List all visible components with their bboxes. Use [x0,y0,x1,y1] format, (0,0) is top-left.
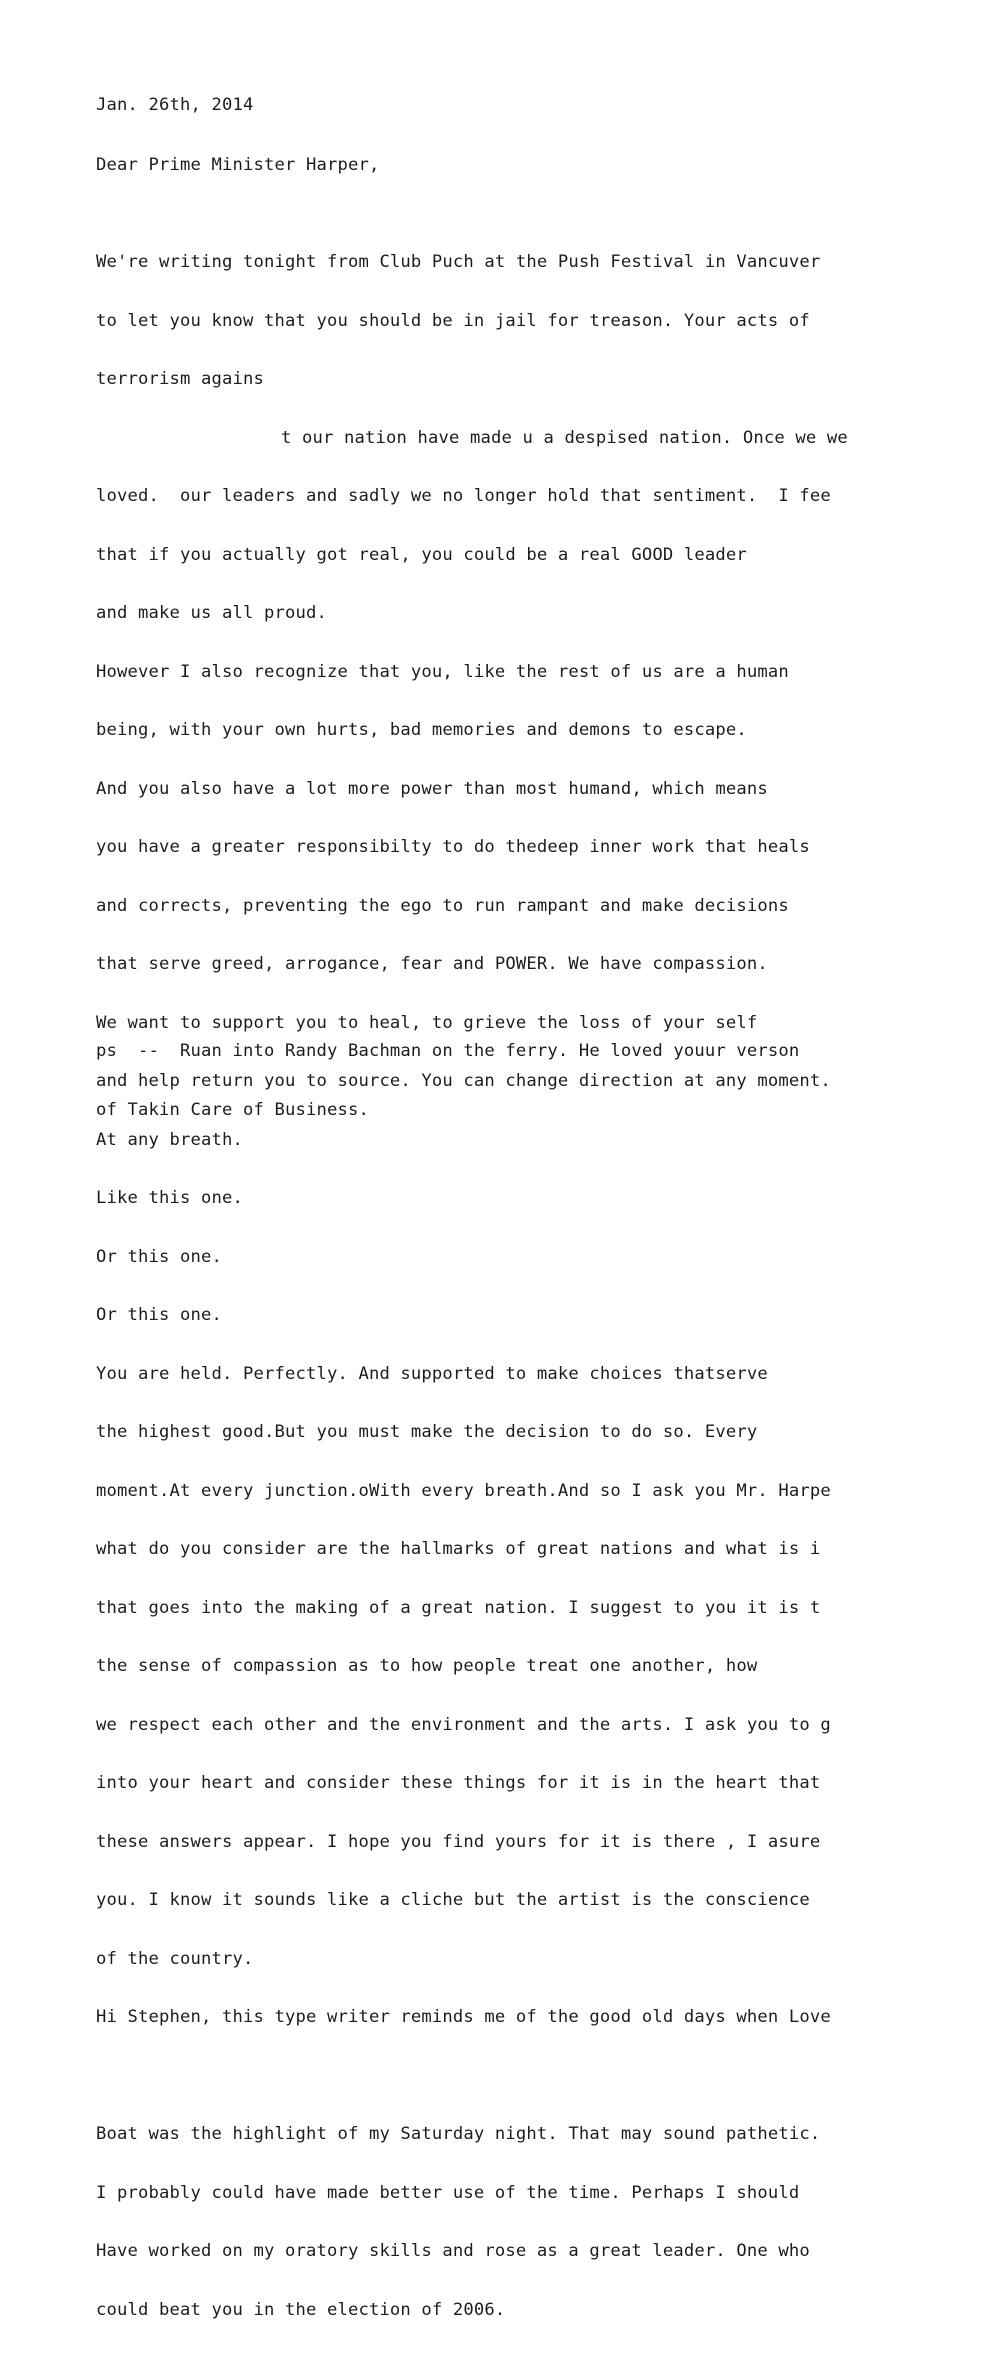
body-line: I probably could have made better use of the time. Perhaps I should [96,2182,800,2203]
body-line: Or this one. [96,1305,222,1325]
body-line: loved. our leaders and sadly we no longer hold that sentiment. I fee [96,486,831,506]
body-line: the sense of compassion as to how people treat one another, how [96,1656,758,1676]
body-line: to let you know that you should be in jail for treason. Your acts of [96,310,810,331]
body-line: what do you consider are the hallmarks of great nations and what is i [96,1539,821,1559]
body-line: and help return you to source. You can change direction at any moment. [96,1071,831,1091]
body-line: that serve greed, arrogance, fear and POWER. We have compassion. [96,954,768,974]
body-line: you. I know it sounds like a cliche but the artist is the conscience [96,1890,810,1910]
body-line: moment.At every junction.oWith every breath.And so I ask you Mr. Harpe [96,1480,831,1501]
body-line: Or this one. [96,1246,222,1267]
body-line-blank [96,2067,848,2087]
body-line: that if you actually got real, you could be a real GOOD leader [96,544,747,565]
body-line: into your heart and consider these things for it is in the heart that [96,1773,821,1793]
body-line: You are held. Perfectly. And supported to make choices thatserve [96,1363,768,1384]
body-line: and make us all proud. [96,603,327,623]
body-line: of the country. [96,1948,254,1969]
body-line: we respect each other and the environment and the arts. I ask you to g [96,1714,831,1735]
body-line: And you also have a lot more power than most humand, which means [96,778,768,799]
body-line: Boat was the highlight of my Saturday night. That may sound pathetic. [96,2124,821,2144]
body-line: you have a greater responsibilty to do thedeep inner work that heals [96,837,810,857]
body-line: could beat you in the election of 2006. [96,2299,506,2320]
letter-postscript [96,1003,799,1159]
body-line: being, with your own hurts, bad memories and demons to escape. [96,720,747,740]
body-line: Hi Stephen, this type writer reminds me of the good old days when Love [96,2007,831,2027]
body-line: terrorism agains [96,369,264,389]
letter-date: Jan. 26th, 2014 [96,95,254,115]
body-line: t our nation have made u a despised nation. Once we we [281,427,848,448]
body-line: that goes into the making of a great nation. I suggest to you it is t [96,1597,821,1618]
body-line: At any breath. [96,1129,243,1150]
body-line: the highest good.But you must make the decision to do so. Every [96,1422,758,1442]
ps-line: of Takin Care of Business. [96,1099,369,1120]
body-line: these answers appear. I hope you find yours for it is there , I asure [96,1831,821,1852]
body-line: Like this one. [96,1188,243,1208]
letter-body [96,214,848,2359]
letter-salutation: Dear Prime Minister Harper, [96,155,380,175]
body-line: We're writing tonight from Club Puch at the Push Festival in Vancuver [96,252,821,272]
body-line: We want to support you to heal, to grieve the loss of your self [96,1012,758,1033]
body-line: Have worked on my oratory skills and rose as a great leader. One who [96,2241,810,2261]
body-line: However I also recognize that you, like the rest of us are a human [96,661,789,682]
body-line: and corrects, preventing the ego to run rampant and make decisions [96,895,789,916]
ps-line: ps -- Ruan into Randy Bachman on the ferry. He loved youur verson [96,1041,800,1061]
